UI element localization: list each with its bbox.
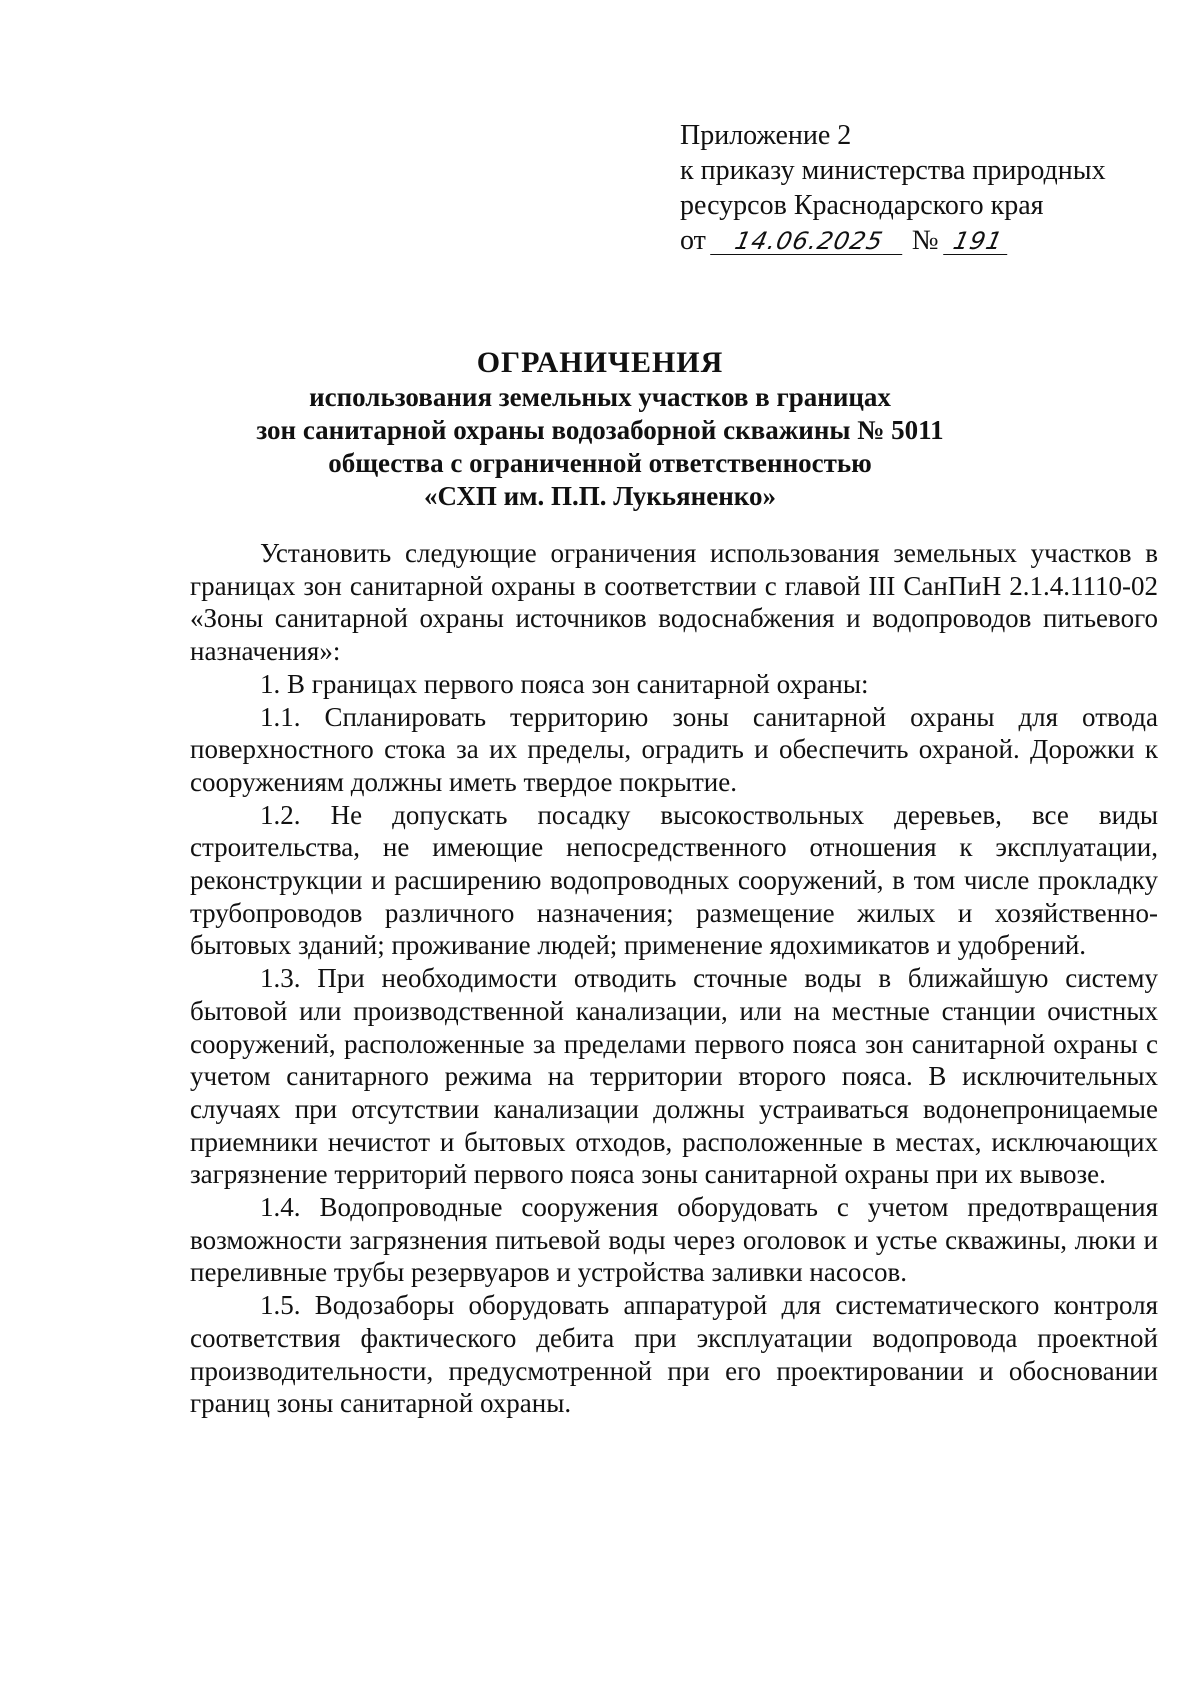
appendix-title: Приложение 2 (680, 120, 852, 151)
paragraph-1-1: 1.1. Спланировать территорию зоны санитарной охраны для отвода поверхностного стока за их пределы, оградить и обеспечить охраной. Дорожки к сооружениям должны иметь твердое покрытие. (190, 701, 1158, 797)
appendix-ministry: ресурсов Краснодарского края (680, 190, 1044, 221)
title-main: ОГРАНИЧЕНИЯ (476, 346, 724, 379)
title-line-1: использования земельных участков в границах (309, 382, 891, 412)
number-label: № (911, 225, 939, 256)
title-line-2: зон санитарной охраны водозаборной скважины № 5011 (256, 415, 944, 445)
from-label: от (680, 225, 706, 256)
handwritten-date: 14.06.2025 (710, 228, 908, 255)
appendix-order-ref: к приказу министерства природных (680, 155, 1106, 186)
handwritten-number: 191 (943, 228, 1013, 255)
appendix-date-number-line (680, 223, 1106, 258)
document-title (150, 345, 1050, 513)
paragraph-1-5: 1.5. Водозаборы оборудовать аппаратурой для систематического контроля соответствия фактического дебита при эксплуатации водопровода проектной производительности, предусмотренной при его проектировании и обосновании границ зоны санитарной охраны. (190, 1290, 1158, 1419)
appendix-header (680, 118, 1106, 258)
section-1-heading: 1. В границах первого пояса зон санитарной охраны: (260, 668, 869, 699)
document-body (190, 537, 1158, 1420)
title-line-3: общества с ограниченной ответственностью (328, 448, 872, 478)
intro-paragraph: Установить следующие ограничения использования земельных участков в границах зон санитарной охраны в соответствии с главой III СанПиН 2.1.4.1110-02 «Зоны санитарной охраны источников водоснабжения и водопроводов питьевого назначения»: (190, 538, 1158, 667)
paragraph-1-3: 1.3. При необходимости отводить сточные воды в ближайшую систему бытовой или производственной канализации, или на местные станции очистных сооружений, расположенные за пределами первого пояса зон санитарной охраны с учетом санитарного режима на территории второго пояса. В исключительных случаях при отсутствии канализации должны устраиваться водонепроницаемые приемники нечистот и бытовых отходов, расположенные в местах, исключающих загрязнение территорий первого пояса зоны санитарной охраны при их вывозе. (190, 963, 1158, 1190)
title-line-4: «СХП им. П.П. Лукьяненко» (424, 481, 776, 511)
paragraph-1-4: 1.4. Водопроводные сооружения оборудовать с учетом предотвращения возможности загрязнения питьевой воды через оголовок и устье скважины, люки и переливные трубы резервуаров и устройства заливки насосов. (190, 1192, 1158, 1288)
paragraph-1-2: 1.2. Не допускать посадку высокоствольных деревьев, все виды строительства, не имеющие непосредственного отношения к эксплуатации, реконструкции и расширению водопроводных сооружений, в том числе прокладку трубопроводов различного назначения; размещение жилых и хозяйственно-бытовых зданий; проживание людей; применение ядохимикатов и удобрений. (190, 799, 1158, 961)
